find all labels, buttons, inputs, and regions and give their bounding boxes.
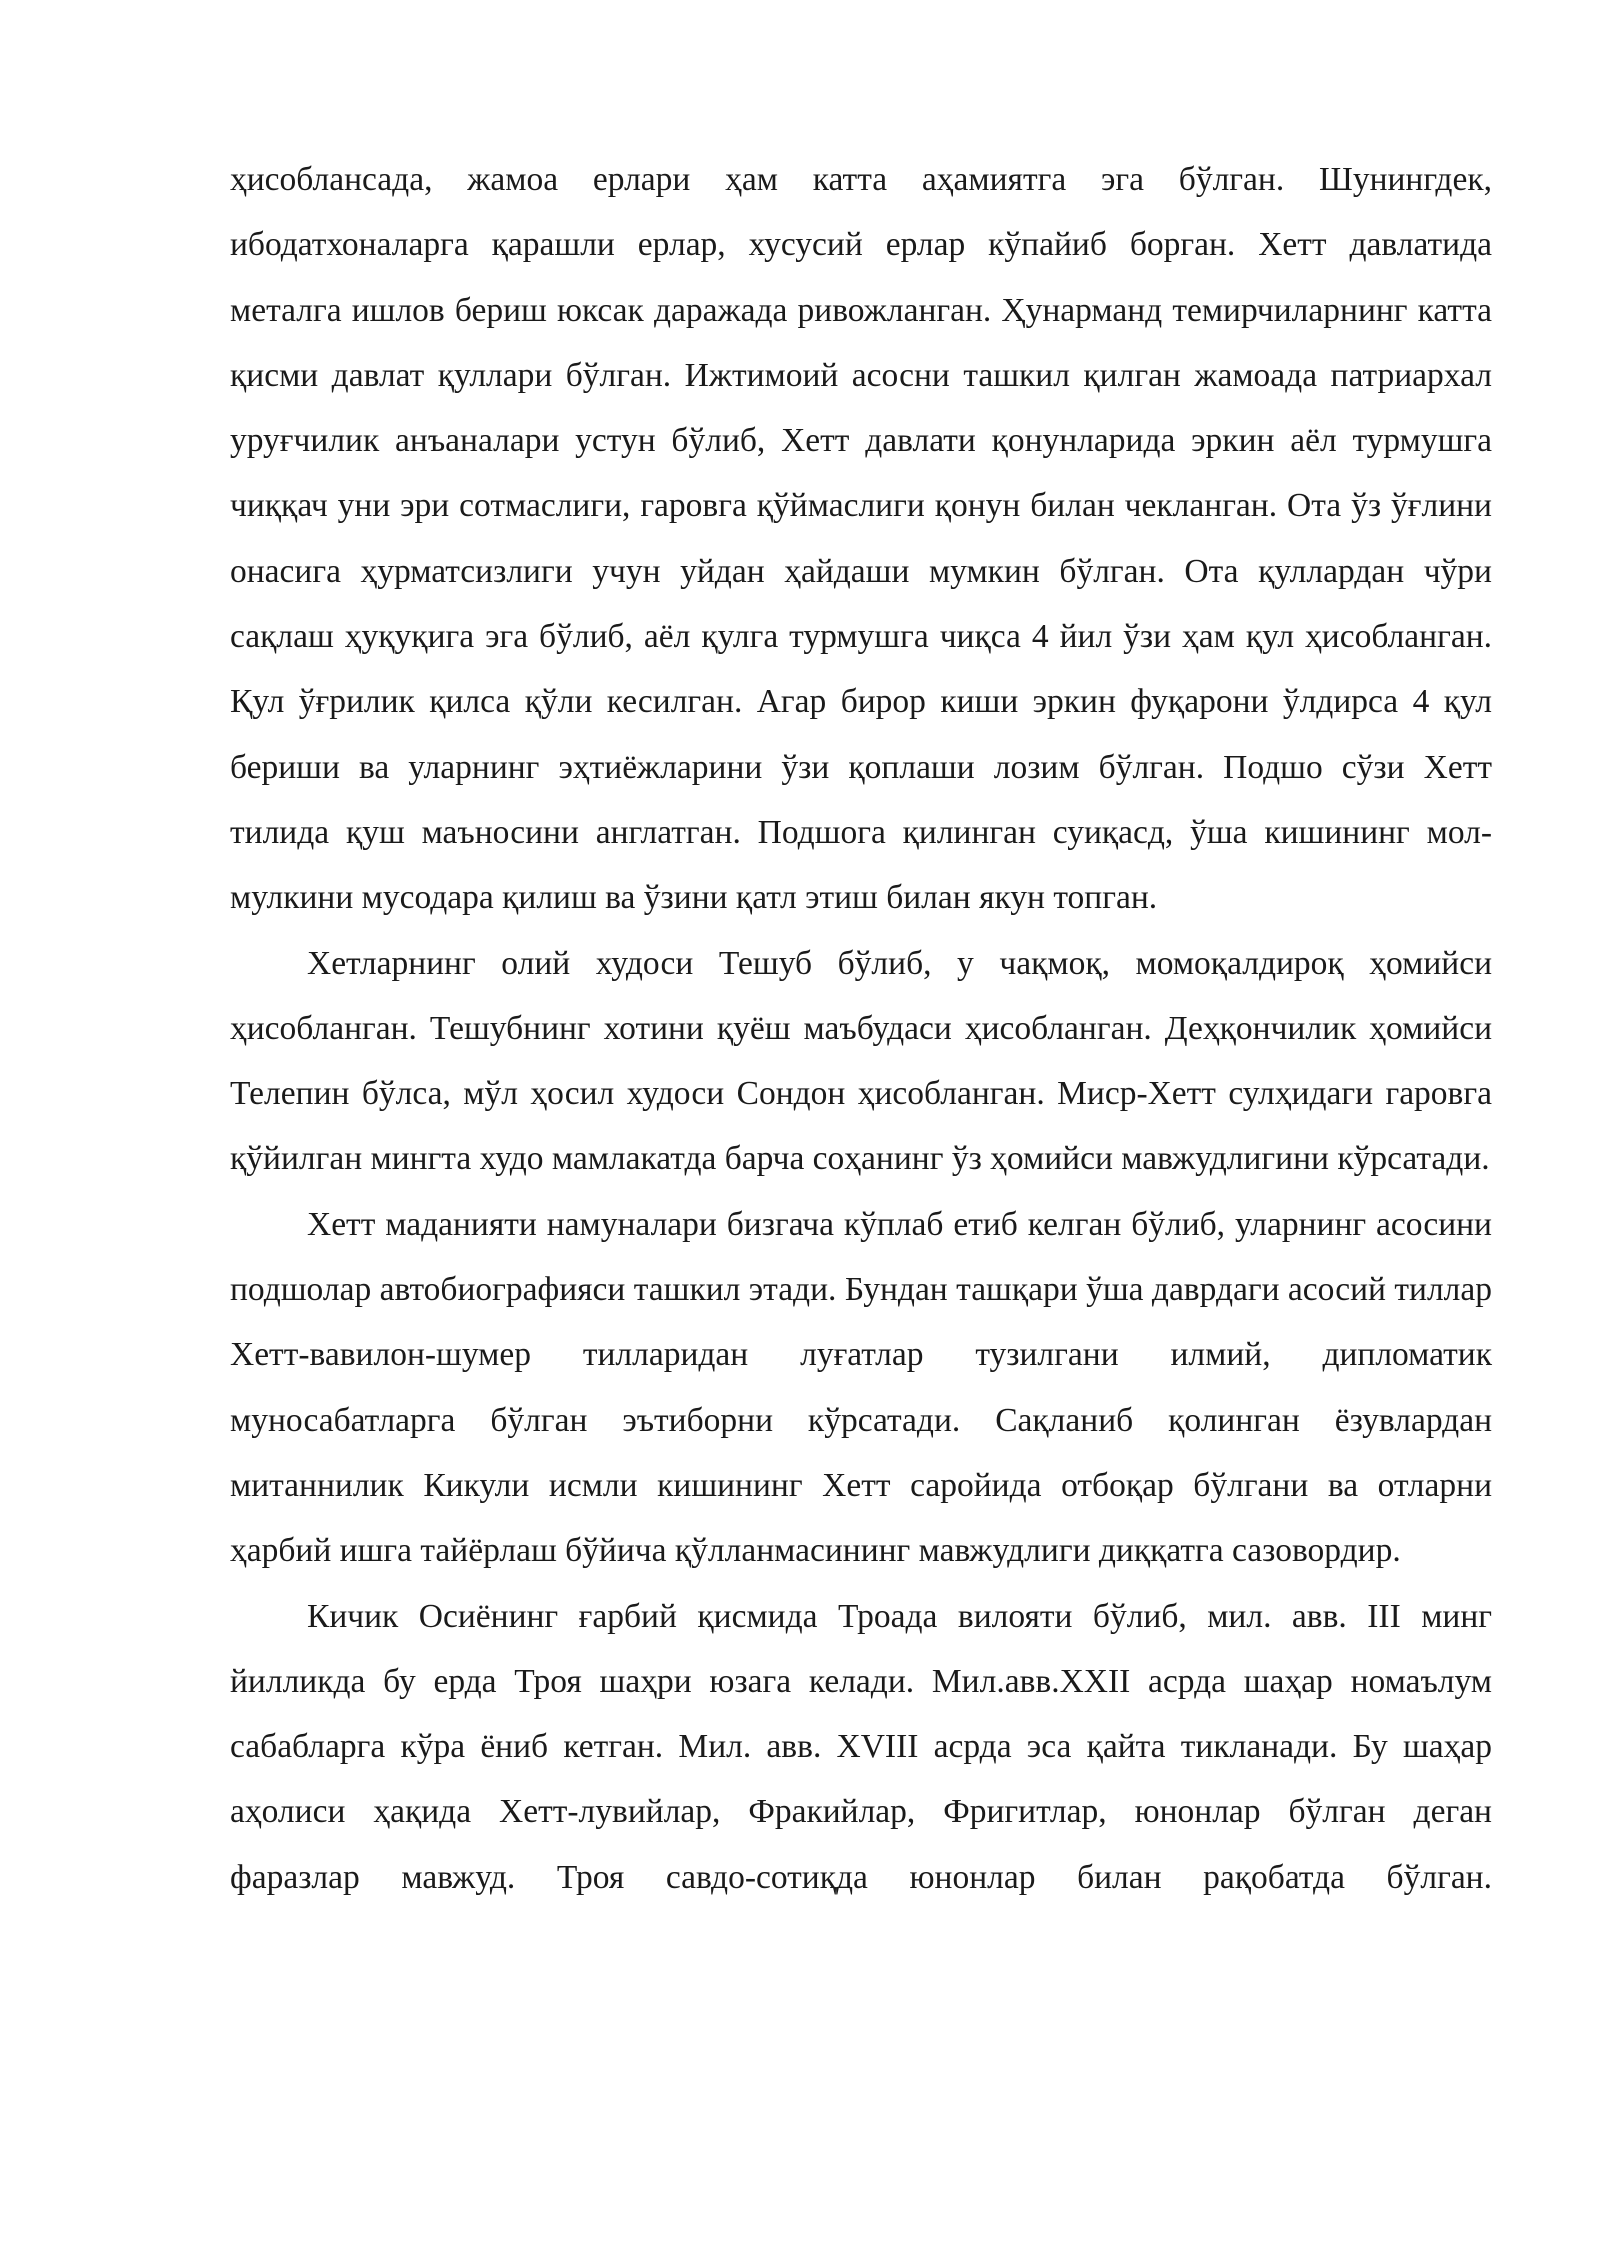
paragraph-continued: ҳисоблансада, жамоа ерлари ҳам катта аҳамиятга эга бўлган. Шунингдек, ибодатхоналарга қарашли ерлар, хусусий ерлар кўпайиб борган. Хетт давлатида металга ишлов бериш юксак даражада ривожланган. Ҳунарманд темирчиларнинг катта қисми давлат қуллари бўлган. Ижтимоий асосни ташкил қилган жамоада патриархал уруғчилик анъаналари устун бўлиб, Хетт давлати қонунларида эркин аёл турмушга чиққач уни эри сотмаслиги, гаровга қўймаслиги қонун билан чекланган. Ота ўз ўғлини онасига ҳурматсизлиги учун уйдан ҳайдаши мумкин бўлган. Ота қуллардан чўри сақлаш ҳуқуқига эга бўлиб, аёл қулга турмушга чиқса 4 йил ўзи ҳам қул ҳисобланган. Қул ўғрилик қилса қўли кесилган. Агар бирор киши эркин фуқарони ўлдирса 4 қул бериши ва уларнинг эҳтиёжларини ўзи қоплаши лозим бўлган. Подшо сўзи Хетт тилида қуш маъносини англатган. Подшога қилинган суиқасд, ўша кишининг мол-мулкини мусодара қилиш ва ўзини қатл этиш билан якун топган. [230,161,1492,917]
paragraph: Кичик Осиёнинг ғарбий қисмида Троада вилояти бўлиб, мил. авв. III минг йилликда бу ерда Троя шаҳри юзага келади. Мил.авв.XXII асрда шаҳар номаълум сабабларга кўра ёниб кетган. Мил. авв. XVIII асрда эса қайта тикланади. Бу шаҳар аҳолиси ҳақида Хетт-лувийлар, Фракийлар, Фригитлар, юнонлар бўлган деган фаразлар мавжуд. Троя савдо-сотиқда юнонлар билан рақобатда бўлган. [230,1597,1492,1896]
paragraph: Хетт маданияти намуналари бизгача кўплаб етиб келган бўлиб, уларнинг асосини подшолар автобиографияси ташкил этади. Бундан ташқари ўша даврдаги асосий тиллар Хетт-вавилон-шумер тилларидан луғатлар тузилгани илмий, дипломатик муносабатларга бўлган эътиборни кўрсатади. Сақланиб қолинган ёзувлардан митаннилик Кикули исмли кишининг Хетт саройида отбоқар бўлгани ва отларни ҳарбий ишга тайёрлаш бўйича қўлланмасининг мавжудлиги диққатга сазовордир. [230,1205,1492,1570]
paragraph: Хетларнинг олий худоси Тешуб бўлиб, у чақмоқ, момоқалдироқ ҳомийси ҳисобланган. Тешубнинг хотини қуёш маъбудаси ҳисобланган. Деҳқончилик ҳомийси Телепин бўлса, мўл ҳосил худоси Сондон ҳисобланган. Миср-Хетт сулҳидаги гаровга қўйилган мингта худо мамлакатда барча соҳанинг ўз ҳомийси мавжудлигини кўрсатади. [230,944,1492,1178]
document-body [230,147,1492,1910]
